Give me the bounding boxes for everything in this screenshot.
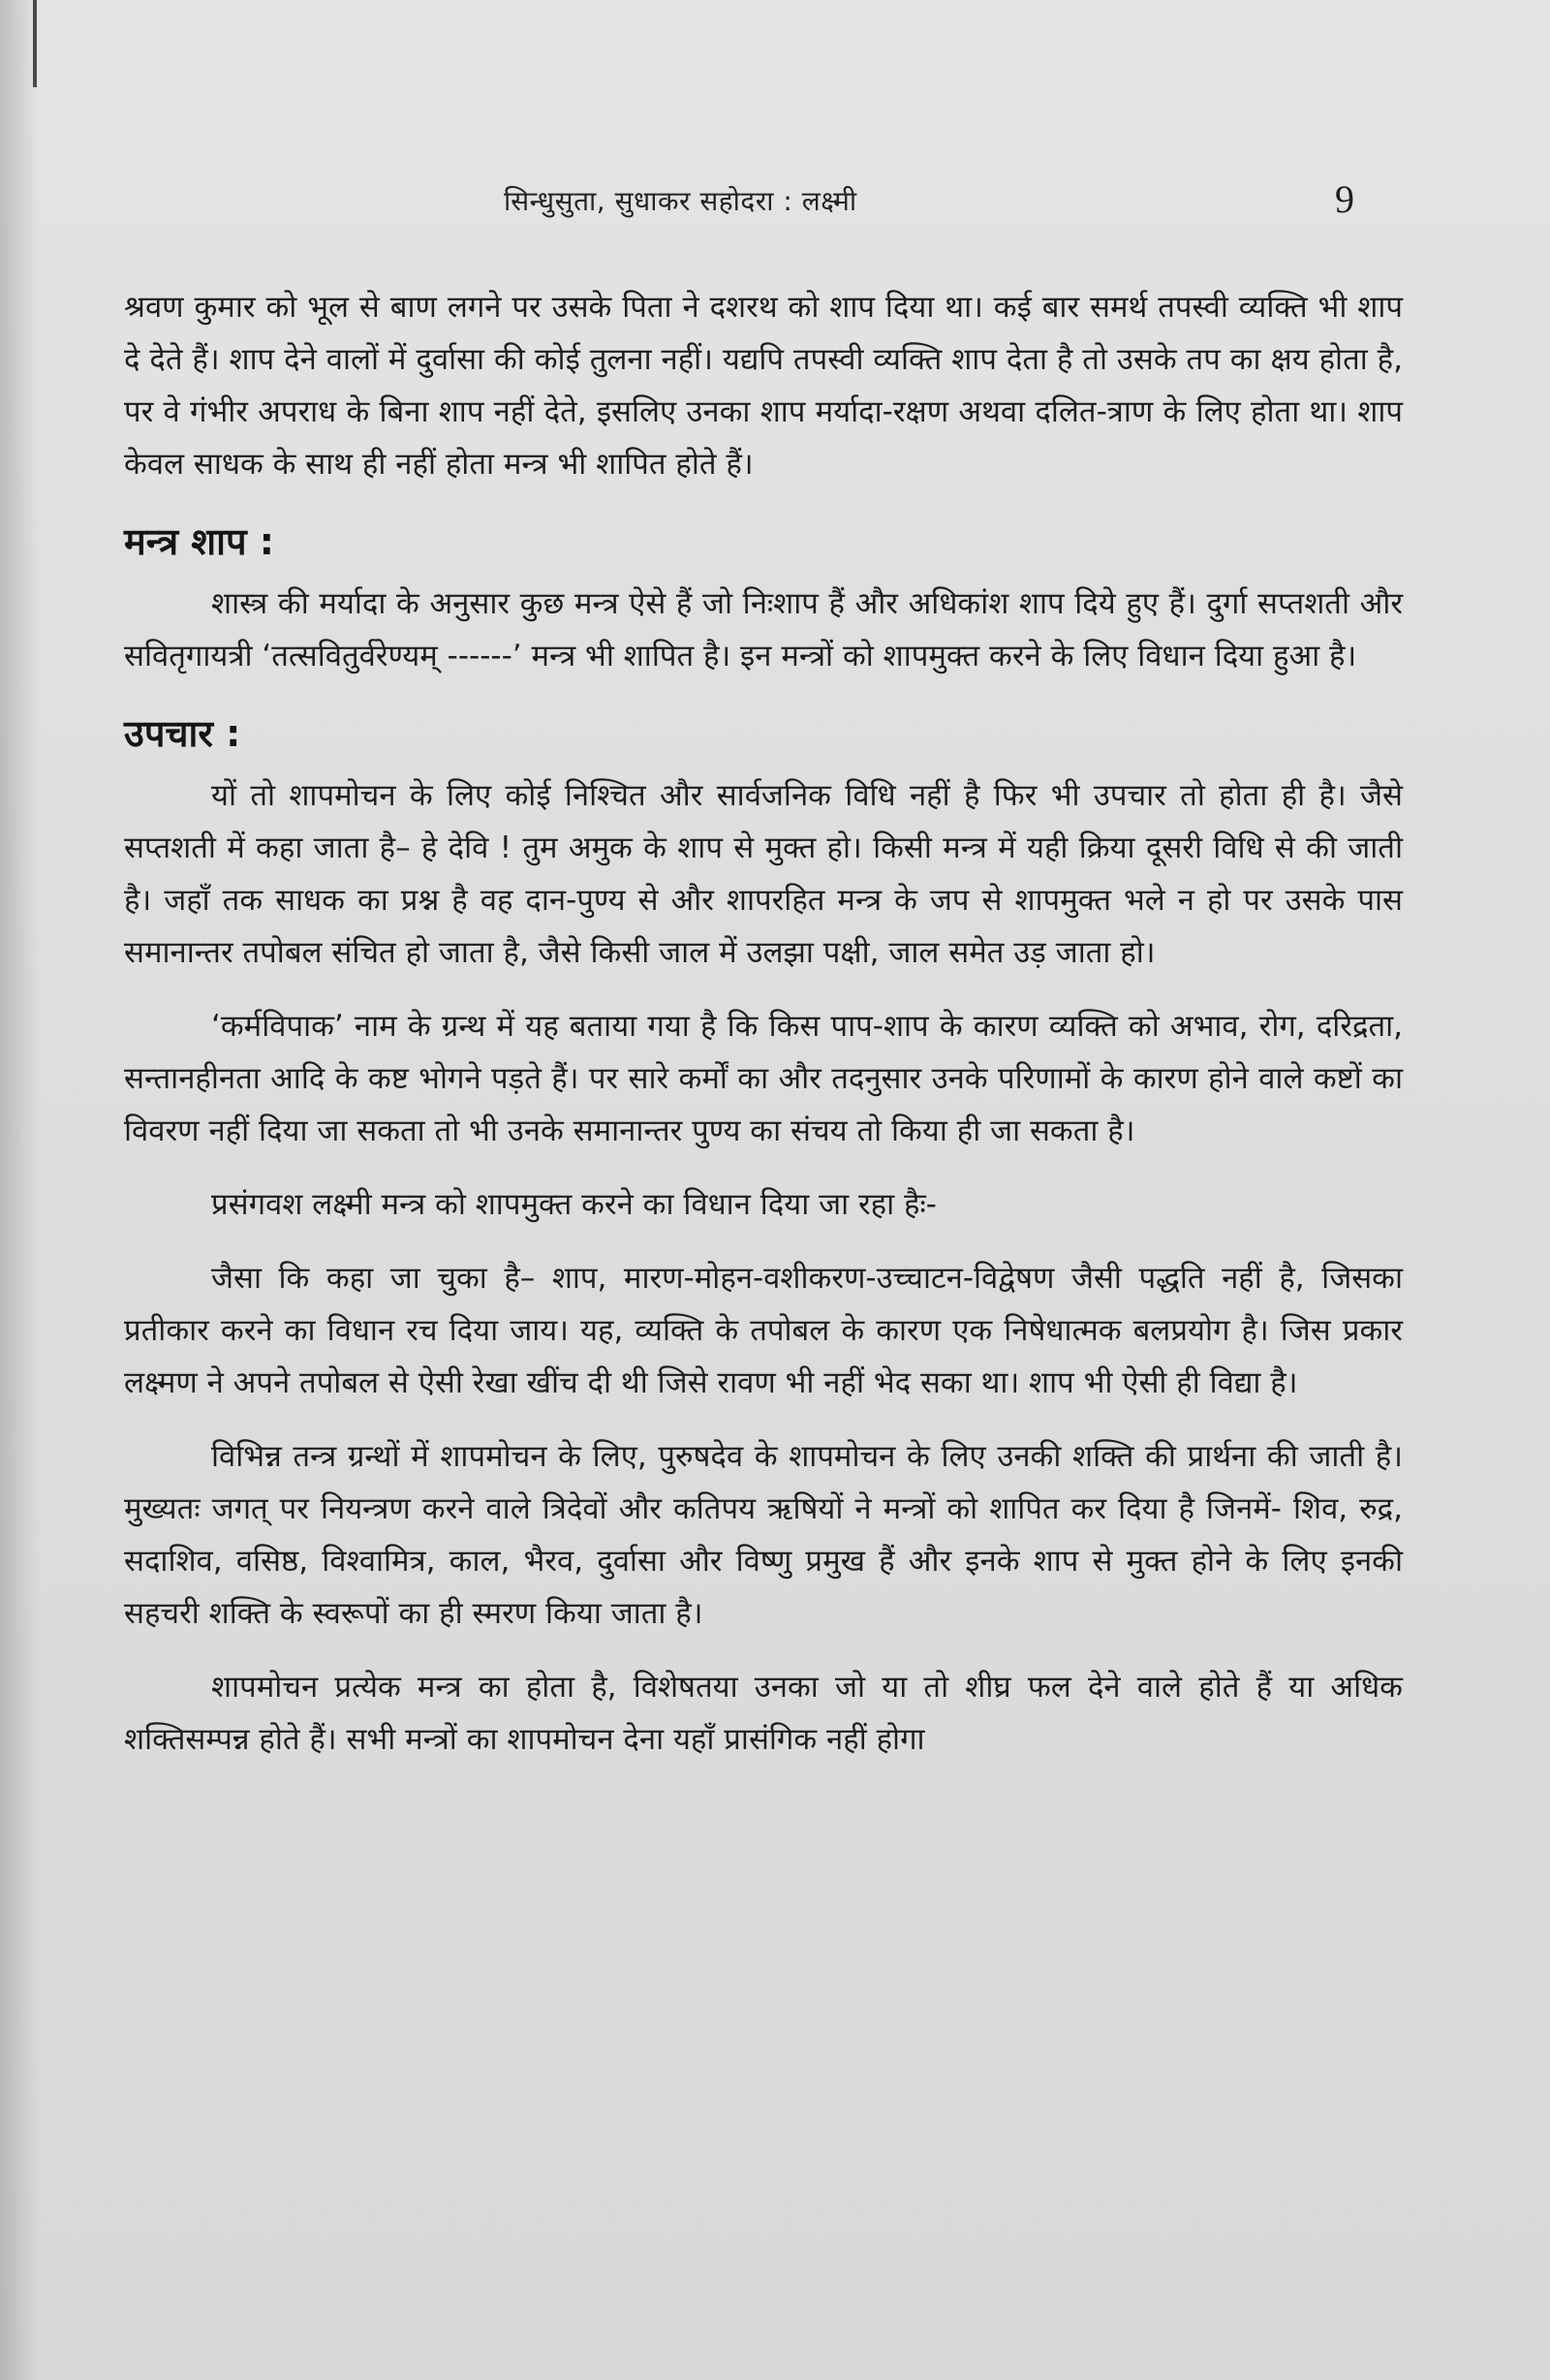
section-heading-mantra-shaap: मन्त्र शाप : [124,520,274,563]
paragraph-6: जैसा कि कहा जा चुका है– शाप, मारण-मोहन-वशीकरण-उच्चाटन-विद्वेषण जैसी पद्धति नहीं है, जिसका प्रतीकार करने का विधान रच दिया जाय। यह, व्यक्ति के तपोबल के कारण एक निषेधात्मक बलप्रयोग है। जिस प्रकार लक्ष्मण ने अपने तपोबल से ऐसी रेखा खींच दी थी जिसे रावण भी नहीं भेद सका था। शाप भी ऐसी ही विद्या है। [124,1261,1403,1400]
paragraph-2: शास्त्र की मर्यादा के अनुसार कुछ मन्त्र ऐसे हैं जो निःशाप हैं और अधिकांश शाप दिये हुए हैं। दुर्गा सप्तशती और सवितृगायत्री ‘तत्सवितुर्वरेण्यम् ------’ मन्त्र भी शापित है। इन मन्त्रों को शापमुक्त करने के लिए विधान दिया हुआ है। [124,586,1403,673]
paragraph-5: प्रसंगवश लक्ष्मी मन्त्र को शापमुक्त करने का विधान दिया जा रहा हैः- [211,1187,937,1222]
paragraph-3: यों तो शापमोचन के लिए कोई निश्चित और सार्वजनिक विधि नहीं है फिर भी उपचार तो होता ही है। जैसे सप्तशती में कहा जाता है– हे देवि ! तुम अमुक के शाप से मुक्त हो। किसी मन्त्र में यही क्रिया दूसरी विधि से की जाती है। जहाँ तक साधक का प्रश्न है वह दान-पुण्य से और शापरहित मन्त्र के जप से शापमुक्त भले न हो पर उसके पास समानान्तर तपोबल संचित हो जाता है, जैसे किसी जाल में उलझा पक्षी, जाल समेत उड़ जाता हो। [124,778,1403,970]
paragraph-4: ‘कर्मविपाक’ नाम के ग्रन्थ में यह बताया गया है कि किस पाप-शाप के कारण व्यक्ति को अभाव, रोग, दरिद्रता, सन्तानहीनता आदि के कष्ट भोगने पड़ते हैं। पर सारे कर्मों का और तदनुसार उनके परिणामों के कारण होने वाले कष्टों का विवरण नहीं दिया जा सकता तो भी उनके समानान्तर पुण्य का संचय तो किया ही जा सकता है। [124,1009,1403,1148]
running-header [0,177,1550,231]
page-edge [33,0,37,87]
paragraph-8: शापमोचन प्रत्येक मन्त्र का होता है, विशेषतया उनका जो या तो शीघ्र फल देने वाले होते हैं या अधिक शक्तिसम्पन्न होते हैं। सभी मन्त्रों का शापमोचन देना यहाँ प्रासंगिक नहीं होगा [124,1670,1403,1757]
paragraph-7: विभिन्न तन्त्र ग्रन्थों में शापमोचन के लिए, पुरुषदेव के शापमोचन के लिए उनकी शक्ति की प्रार्थना की जाती है। मुख्यतः जगत् पर नियन्त्रण करने वाले त्रिदेवों और कतिपय ऋषियों ने मन्त्रों को शापित कर दिया है जिनमें- शिव, रुद्र, सदाशिव, वसिष्ठ, विश्वामित्र, काल, भैरव, दुर्वासा और विष्णु प्रमुख हैं और इनके शाप से मुक्त होने के लिए इनकी सहचरी शक्ति के स्वरूपों का ही स्मरण किया जाता है। [124,1439,1403,1631]
body-text [124,281,1403,1787]
running-title: सिन्धुसुता, सुधाकर सहोदरा : लक्ष्मी [504,185,857,217]
page-number: 9 [1335,177,1354,221]
section-heading-upchaar: उपचार : [124,712,241,755]
paragraph-1: श्रवण कुमार को भूल से बाण लगने पर उसके पिता ने दशरथ को शाप दिया था। कई बार समर्थ तपस्वी व्यक्ति भी शाप दे देते हैं। शाप देने वालों में दुर्वासा की कोई तुलना नहीं। यद्यपि तपस्वी व्यक्ति शाप देता है तो उसके तप का क्षय होता है, पर वे गंभीर अपराध के बिना शाप नहीं देते, इसलिए उनका शाप मर्यादा-रक्षण अथवा दलित-त्राण के लिए होता था। शाप केवल साधक के साथ ही नहीं होता मन्त्र भी शापित होते हैं। [124,290,1403,482]
